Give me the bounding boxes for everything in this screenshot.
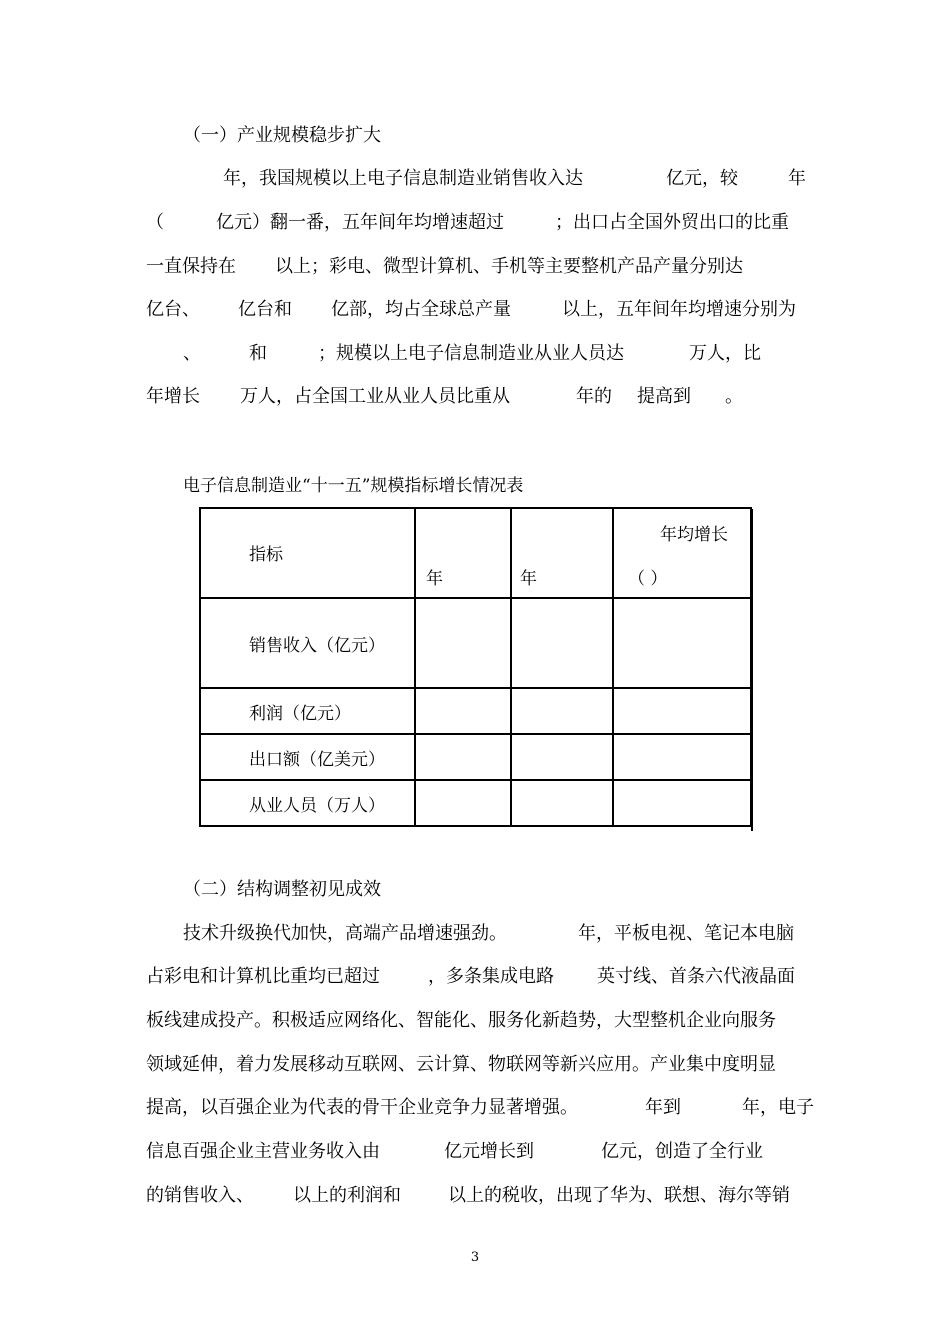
text-run: 板线建成投产。积极适应网络化、智能化、服务化新趋势，大型整机企业向服务 (146, 1010, 776, 1031)
table-cell (415, 688, 511, 734)
table-cell (511, 780, 613, 826)
row-label: 出口额（亿美元） (249, 750, 385, 770)
paragraph-line-7 (0, 919, 950, 949)
table-cell (511, 598, 613, 688)
text-run: 年的 (576, 386, 612, 407)
text-run: 亿部，均占全球总产量 (331, 299, 511, 320)
table-cell (613, 598, 751, 688)
header-growth-unit: （ ） (628, 569, 668, 589)
text-run: 亿元，较 (666, 168, 738, 189)
text-run: 领域延伸，着力发展移动互联网、云计算、物联网等新兴应用。产业集中度明显 (146, 1054, 776, 1075)
text-run: 信息百强企业主营业务收入由 (146, 1141, 380, 1162)
text-run: 一直保持在 (146, 256, 236, 277)
text-run: 提高到 (637, 386, 691, 407)
paragraph-line-9 (0, 1006, 950, 1036)
heading-text: （二）结构调整初见成效 (183, 879, 381, 900)
row-label: 利润（亿元） (249, 704, 351, 724)
paragraph-line-8 (0, 962, 950, 992)
text-run: 年，平板电视、笔记本电脑 (578, 923, 794, 944)
header-year-a-label: 年 (426, 569, 443, 589)
header-cell-growth (613, 508, 751, 598)
paragraph-line-1 (0, 164, 950, 194)
text-run: 以上，五年间年均增速分别为 (562, 299, 796, 320)
table-row (200, 780, 751, 826)
text-run: 的销售收入、 (146, 1185, 254, 1206)
text-run: ；出口占全国外贸出口的比重 (555, 212, 789, 233)
paragraph-line-2 (0, 208, 950, 238)
row-label-cell (200, 734, 415, 780)
text-run: ；规模以上电子信息制造业从业人员达 (318, 343, 624, 364)
table-header-row (200, 508, 751, 598)
header-year-b-label: 年 (520, 569, 537, 589)
table-cell (511, 688, 613, 734)
text-run: 以上；彩电、微型计算机、手机等主要整机产品产量分别达 (275, 256, 743, 277)
text-run: ，多条集成电路 (428, 966, 554, 987)
header-indicator-label: 指标 (249, 545, 283, 565)
text-run: 年，我国规模以上电子信息制造业销售收入达 (223, 168, 583, 189)
row-label-cell (200, 598, 415, 688)
header-cell-year-b (511, 508, 613, 598)
table-cell (613, 688, 751, 734)
table-right-edge-line (751, 509, 753, 831)
table-cell (415, 734, 511, 780)
indicator-table (199, 507, 752, 827)
text-run: 亿台、 (146, 299, 200, 320)
text-run: （ (146, 212, 164, 233)
paragraph-line-3 (0, 252, 950, 282)
paragraph-line-12 (0, 1137, 950, 1167)
table-cell (613, 780, 751, 826)
indicator-table-wrapper (199, 507, 750, 825)
text-run: 万人，比 (689, 343, 761, 364)
text-run: 亿台和 (238, 299, 292, 320)
text-run: 占彩电和计算机比重均已超过 (146, 966, 380, 987)
table-row (200, 734, 751, 780)
table-cell (613, 734, 751, 780)
row-label: 销售收入（亿元） (249, 636, 385, 656)
text-run: 和 (249, 343, 267, 364)
section-2-heading (0, 875, 950, 905)
text-run: 年 (788, 168, 806, 189)
section-1-heading (0, 121, 950, 151)
header-cell-indicator (200, 508, 415, 598)
paragraph-line-13 (0, 1181, 950, 1211)
text-run: 万人，占全国工业从业人员比重从 (240, 386, 510, 407)
text-run: 。 (725, 386, 743, 407)
text-run: 年到 (645, 1097, 681, 1118)
paragraph-line-6 (0, 382, 950, 412)
table-row (200, 598, 751, 688)
text-run: 亿元）翻一番，五年间年均增速超过 (216, 212, 504, 233)
table-cell (415, 780, 511, 826)
table-cell (511, 734, 613, 780)
paragraph-line-5 (0, 339, 950, 369)
text-run: 年，电子 (742, 1097, 814, 1118)
table-caption: 电子信息制造业“十一五”规模指标增长情况表 (183, 476, 524, 496)
header-cell-year-a (415, 508, 511, 598)
paragraph-line-4 (0, 295, 950, 325)
row-label: 从业人员（万人） (249, 796, 385, 816)
text-run: 英寸线、首条六代液晶面 (597, 966, 795, 987)
text-run: 以上的税收，出现了华为、联想、海尔等销 (448, 1185, 790, 1206)
page-number: 3 (470, 1250, 480, 1265)
text-run: 技术升级换代加快，高端产品增速强劲。 (183, 923, 507, 944)
text-run: 年增长 (146, 386, 200, 407)
paragraph-line-11 (0, 1093, 950, 1123)
row-label-cell (200, 688, 415, 734)
text-run: 亿元，创造了全行业 (601, 1141, 763, 1162)
paragraph-line-10 (0, 1050, 950, 1080)
text-run: 、 (183, 343, 201, 364)
header-growth-label: 年均增长 (660, 525, 728, 545)
row-label-cell (200, 780, 415, 826)
text-run: 亿元增长到 (444, 1141, 534, 1162)
table-row (200, 688, 751, 734)
text-run: 以上的利润和 (293, 1185, 401, 1206)
text-run: 提高，以百强企业为代表的骨干企业竞争力显著增强。 (146, 1097, 578, 1118)
heading-text: （一）产业规模稳步扩大 (183, 125, 381, 146)
table-cell (415, 598, 511, 688)
